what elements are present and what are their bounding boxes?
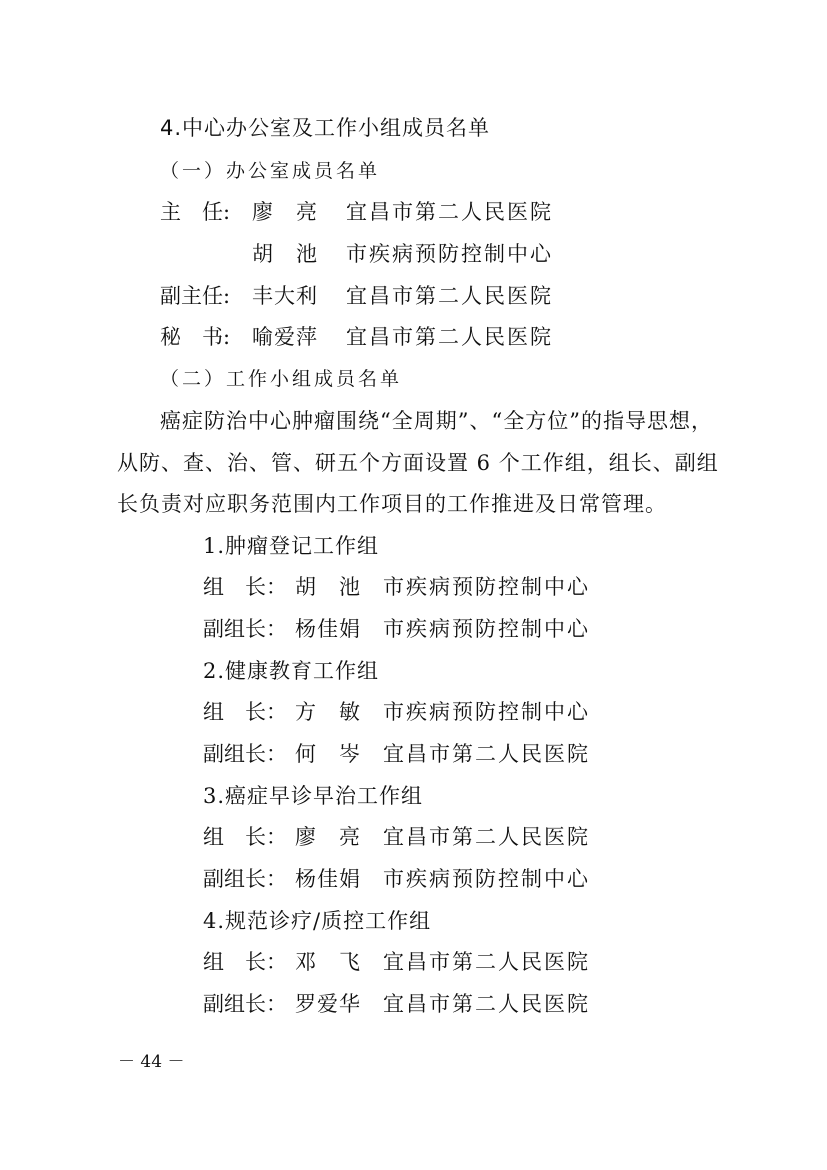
member-role: 组 长： xyxy=(203,950,287,974)
member-org: 宜昌市第二人民医院 xyxy=(346,200,553,224)
section-title: 4.中心办公室及工作小组成员名单 xyxy=(160,116,491,140)
group-member-row xyxy=(203,698,590,726)
group-title: 2.健康教育工作组 xyxy=(203,659,380,683)
member-name: 丰大利 xyxy=(252,284,318,308)
page-number: － 44 － xyxy=(118,1052,185,1072)
member-org: 市疾病预防控制中心 xyxy=(346,242,553,266)
group-member-row xyxy=(203,948,590,976)
member-role: 副组长： xyxy=(203,617,287,641)
member-name: 胡 池 xyxy=(252,242,318,266)
group-title: 1.肿瘤登记工作组 xyxy=(203,534,380,558)
member-name: 廖 亮 xyxy=(295,825,361,849)
member-role: 组 长： xyxy=(203,825,287,849)
intro-line: 从防、查、治、管、研五个方面设置 6 个工作组，组长、副组 xyxy=(117,451,719,475)
member-name: 杨佳娟 xyxy=(295,867,361,891)
member-role: 副组长： xyxy=(203,992,287,1016)
member-org: 宜昌市第二人民医院 xyxy=(383,742,590,766)
member-role: 组 长： xyxy=(203,575,287,599)
member-org: 市疾病预防控制中心 xyxy=(383,575,590,599)
member-role: 组 长： xyxy=(203,700,287,724)
member-org: 市疾病预防控制中心 xyxy=(383,700,590,724)
group-member-row xyxy=(203,990,590,1018)
group-member-row xyxy=(203,573,590,601)
office-member-row xyxy=(160,282,553,310)
member-org: 宜昌市第二人民医院 xyxy=(346,284,553,308)
member-role: 副组长： xyxy=(203,742,287,766)
group-title: 4.规范诊疗/质控工作组 xyxy=(203,909,432,933)
office-heading: （一）办公室成员名单 xyxy=(160,160,381,182)
member-role: 秘 书: xyxy=(160,325,231,349)
member-org: 宜昌市第二人民医院 xyxy=(383,825,590,849)
member-name: 胡 池 xyxy=(295,575,361,599)
intro-line: 癌症防治中心肿瘤围绕“全周期”、“全方位”的指导思想， xyxy=(160,409,713,433)
group-member-row xyxy=(203,823,590,851)
groups-heading: （二）工作小组成员名单 xyxy=(160,368,403,390)
member-org: 宜昌市第二人民医院 xyxy=(383,992,590,1016)
member-org: 市疾病预防控制中心 xyxy=(383,867,590,891)
member-role: 副主任: xyxy=(160,284,231,308)
member-org: 宜昌市第二人民医院 xyxy=(346,325,553,349)
member-role: 主 任: xyxy=(160,200,231,224)
member-org: 市疾病预防控制中心 xyxy=(383,617,590,641)
member-role: 副组长： xyxy=(203,867,287,891)
group-title: 3.癌症早诊早治工作组 xyxy=(203,784,424,808)
office-member-row xyxy=(160,323,553,351)
member-name: 邓 飞 xyxy=(295,950,361,974)
intro-line: 长负责对应职务范围内工作项目的工作推进及日常管理。 xyxy=(117,492,667,516)
group-member-row xyxy=(203,740,590,768)
member-name: 方 敏 xyxy=(295,700,361,724)
member-name: 罗爱华 xyxy=(295,992,361,1016)
member-name: 廖 亮 xyxy=(252,200,318,224)
member-name: 何 岑 xyxy=(295,742,361,766)
member-name: 杨佳娟 xyxy=(295,617,361,641)
office-member-row xyxy=(160,240,553,268)
member-name: 喻爱萍 xyxy=(252,325,318,349)
office-member-row xyxy=(160,198,553,226)
member-org: 宜昌市第二人民医院 xyxy=(383,950,590,974)
group-member-row xyxy=(203,615,590,643)
group-member-row xyxy=(203,865,590,893)
